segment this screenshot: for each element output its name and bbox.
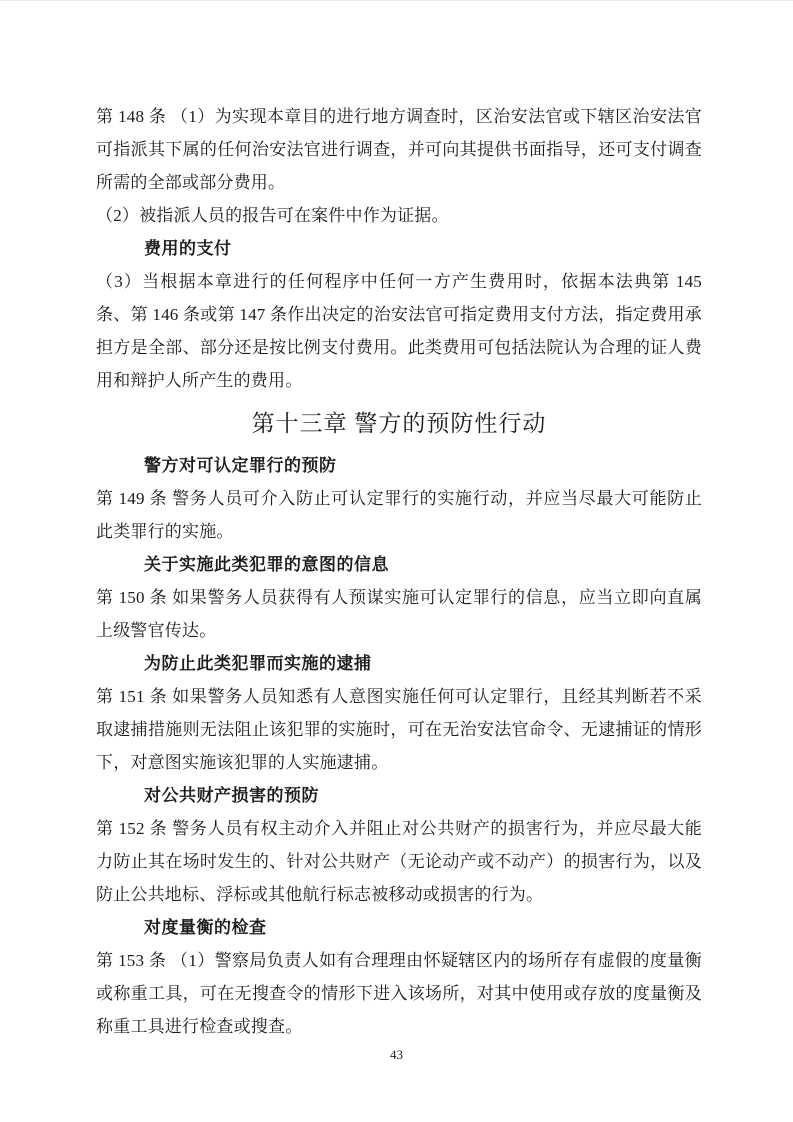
paragraph-article-150: 第 150 条 如果警务人员获得有人预谋实施可认定罪行的信息，应当立即向直属上级警官传达。 — [96, 588, 702, 640]
subheading-prevention-of-damage: 对公共财产损害的预防 — [144, 786, 319, 805]
chapter-heading: 第十三章 警方的预防性行动 — [251, 411, 547, 436]
paragraph-article-148-2: （2）被指派人员的报告可在案件中作为证据。 — [96, 206, 449, 225]
subheading-payment-of-costs: 费用的支付 — [144, 239, 232, 258]
paragraph-article-152: 第 152 条 警务人员有权主动介入并阻止对公共财产的损害行为，并应尽最大能力防止其在场时发生的、针对公共财产（无论动产或不动产）的损害行为，以及防止公共地标、浮标或其他航行标志被移动或损害的行为。 — [96, 819, 702, 904]
paragraph-article-149: 第 149 条 警务人员可介入防止可认定罪行的实施行动，并应当尽最大可能防止此类罪行的实施。 — [96, 489, 702, 541]
page-number: 43 — [390, 1047, 403, 1062]
document-content — [96, 100, 702, 1043]
paragraph-article-151: 第 151 条 如果警务人员知悉有人意图实施任何可认定罪行，且经其判断若不采取逮捕措施则无法阻止该犯罪的实施时，可在无治安法官命令、无逮捕证的情形下，对意图实施该犯罪的人实施逮捕。 — [96, 687, 702, 772]
subheading-arrest-to-prevent: 为防止此类犯罪而实施的逮捕 — [144, 654, 372, 673]
paragraph-article-148-3: （3）当根据本章进行的任何程序中任何一方产生费用时，依据本法典第 145 条、第 146 条或第 147 条作出决定的治安法官可指定费用支付方法，指定费用承担方是全部、部分还是按比例支付费用。此类费用可包括法院认为合理的证人费用和辩护人所产生的费用。 — [96, 272, 702, 390]
paragraph-article-148-1: 第 148 条 （1）为实现本章目的进行地方调查时，区治安法官或下辖区治安法官可指派其下属的任何治安法官进行调查，并可向其提供书面指导，还可支付调查所需的全部或部分费用。 — [96, 107, 702, 192]
paragraph-article-153-1: 第 153 条 （1）警察局负责人如有合理理由怀疑辖区内的场所存有虚假的度量衡或称重工具，可在无搜查令的情形下进入该场所，对其中使用或存放的度量衡及称重工具进行检查或搜查。 — [96, 951, 702, 1036]
subheading-information-of-design: 关于实施此类犯罪的意图的信息 — [144, 555, 389, 574]
subheading-police-prevention: 警方对可认定罪行的预防 — [144, 456, 337, 475]
subheading-inspection-weights: 对度量衡的检查 — [144, 918, 267, 937]
